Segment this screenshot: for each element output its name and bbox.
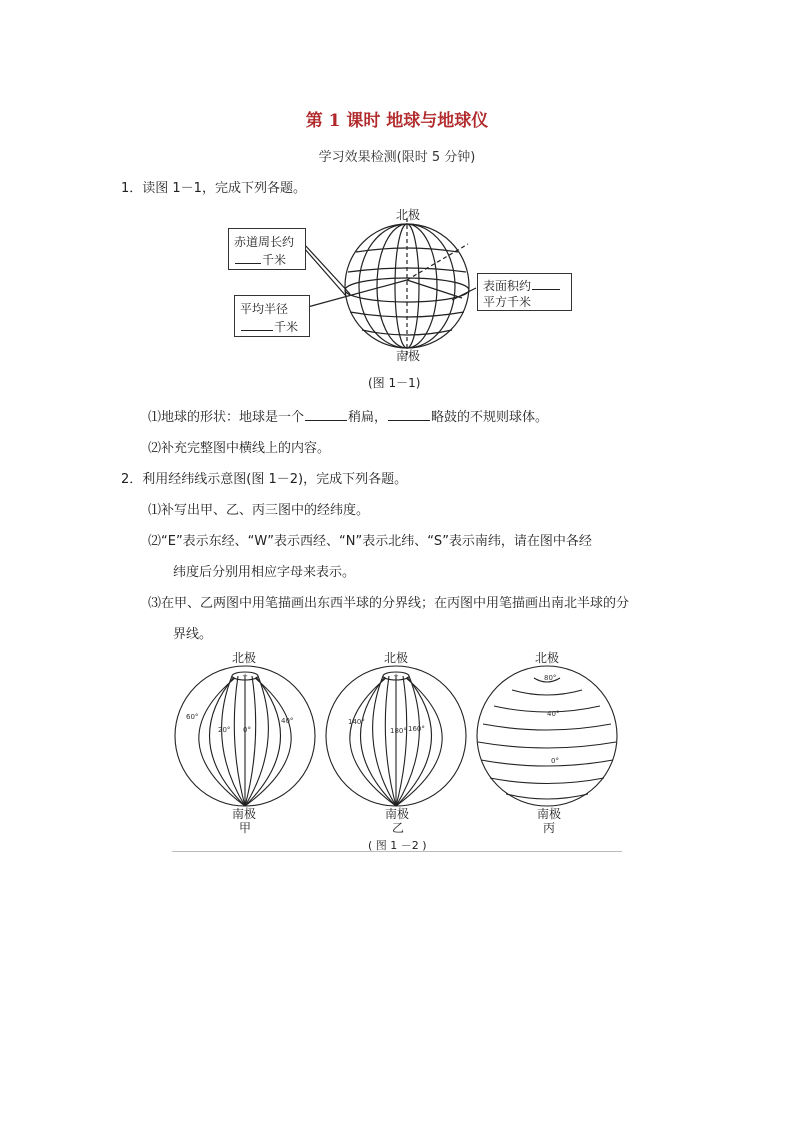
globe-yi-label: 180° [390,727,407,735]
globe-jia-label: 20° [218,726,231,734]
blank-1[interactable] [305,409,347,421]
globe-bing-label: 40° [547,710,560,718]
svg-text:+: + [242,672,248,680]
question-1-sub-1: ⑴地球的形状：地球是一个 稍扁， 略鼓的不规则球体。 [148,410,549,425]
globe-bing-label: 80° [544,674,557,682]
globe-bing [477,666,617,806]
globe-bing-north: 北极 [535,651,560,665]
question-2-sub-2-line-2: 纬度后分别用相应字母来表示。 [173,565,356,580]
question-2-sub-3-line-1: ⑶在甲、乙两图中用笔描画出东西半球的分界线；在丙图中用笔描画出南北半球的分 [148,596,630,611]
globe-jia-label: 40° [281,717,294,725]
equator-circumference-box [228,228,306,270]
globe-bing-south: 南极 [537,807,562,821]
globe-bing-label: 0° [551,757,559,765]
globe-jia-south: 南极 [232,807,257,821]
figure-1-2 [172,662,622,812]
question-2-sub-1: ⑴补写出甲、乙、丙三图中的经纬度。 [148,503,370,518]
globe-jia-name: 甲 [239,821,252,835]
equator-label: 赤道周长约 [234,235,295,249]
blank-2[interactable] [388,409,430,421]
area-label[interactable]: 表面积约 [483,277,561,294]
figure-1-1-caption: (图 1－1) [368,376,421,390]
radius-label: 平均半径 [240,302,289,316]
surface-area-box [477,273,572,311]
globe-jia-label: 60° [186,713,199,721]
mean-radius-box [234,295,310,337]
question-2-sub-3-line-2: 界线。 [173,627,213,642]
equator-answer-line[interactable]: 千米 [234,251,286,268]
globe-yi-name: 乙 [392,821,405,835]
globe-jia [175,666,315,806]
radius-answer-line[interactable]: 千米 [240,318,298,335]
globe-yi-north: 北极 [384,651,409,665]
svg-text:+: + [393,672,399,680]
figure-1-2-caption: ( 图 1 －2 ) [368,839,427,852]
page-title: 第 1 课时 地球与地球仪 [305,111,489,131]
globe-yi [326,666,466,806]
area-unit: 平方千米 [483,295,532,309]
divider [172,851,622,852]
globe-bing-name: 丙 [543,821,556,835]
question-1-sub-2: ⑵补充完整图中横线上的内容。 [148,441,331,456]
page-subtitle: 学习效果检测(限时 5 分钟) [318,150,476,165]
globe-jia-label: 0° [243,726,251,734]
globe-yi-south: 南极 [385,807,410,821]
figure-1-1-north-label: 北极 [396,208,421,222]
question-1-stem: 1．读图 1－1，完成下列各题。 [121,181,306,196]
globe-yi-label: 140° [348,718,365,726]
question-2-sub-2-line-1: ⑵“E”表示东经、“W”表示西经、“N”表示北纬、“S”表示南纬，请在图中各经 [148,534,592,549]
globes-diagram [172,662,622,812]
globe-jia-north: 北极 [232,651,257,665]
question-2-stem: 2．利用经纬线示意图(图 1－2)，完成下列各题。 [121,472,408,487]
figure-1-1-south-label: 南极 [396,349,421,363]
globe-yi-label: 160° [408,725,425,733]
